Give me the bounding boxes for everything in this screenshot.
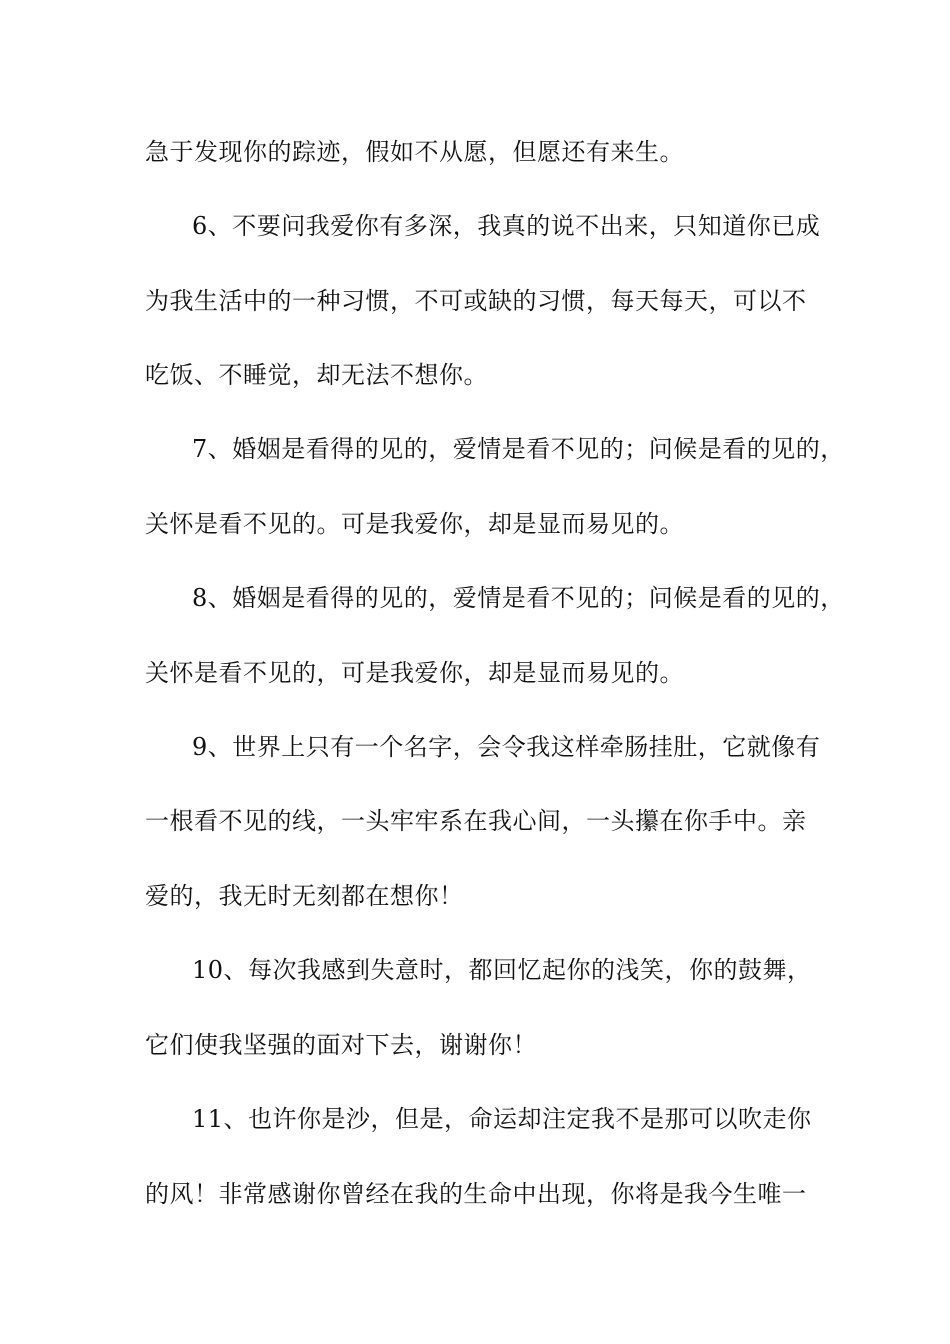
text-line: 爱的，我无时无刻都在想你！ [145, 882, 464, 910]
paragraph-10-line-1: 10、每次我感到失意时，都回忆起你的浅笑，你的鼓舞， [192, 956, 812, 984]
paragraph-11-line-1: 11、也许你是沙，但是，命运却注定我不是那可以吹走你 [192, 1105, 812, 1133]
paragraph-6-line-1: 6、不要问我爱你有多深，我真的说不出来，只知道你已成 [192, 212, 821, 240]
text-line: 急于发现你的踪迹，假如不从愿，但愿还有来生。 [145, 138, 684, 166]
text-line: 关怀是看不见的。可是我爱你，却是显而易见的。 [145, 510, 684, 538]
text-line: 为我生活中的一种习惯，不可或缺的习惯，每天每天，可以不 [145, 287, 807, 315]
text-line: 它们使我坚强的面对下去，谢谢你！ [145, 1031, 537, 1059]
paragraph-8-line-1: 8、婚姻是看得的见的，爱情是看不见的；问候是看的见的， [192, 584, 845, 612]
text-line: 的风！非常感谢你曾经在我的生命中出现，你将是我今生唯一 [145, 1180, 807, 1208]
text-line: 吃饭、不睡觉，却无法不想你。 [145, 361, 488, 389]
paragraph-7-line-1: 7、婚姻是看得的见的，爱情是看不见的；问候是看的见的， [192, 435, 845, 463]
text-line: 一根看不见的线，一头牢牢系在我心间，一头攥在你手中。亲 [145, 807, 807, 835]
paragraph-9-line-1: 9、世界上只有一个名字，会令我这样牵肠挂肚，它就像有 [192, 733, 821, 761]
text-line: 关怀是看不见的，可是我爱你，却是显而易见的。 [145, 659, 684, 687]
